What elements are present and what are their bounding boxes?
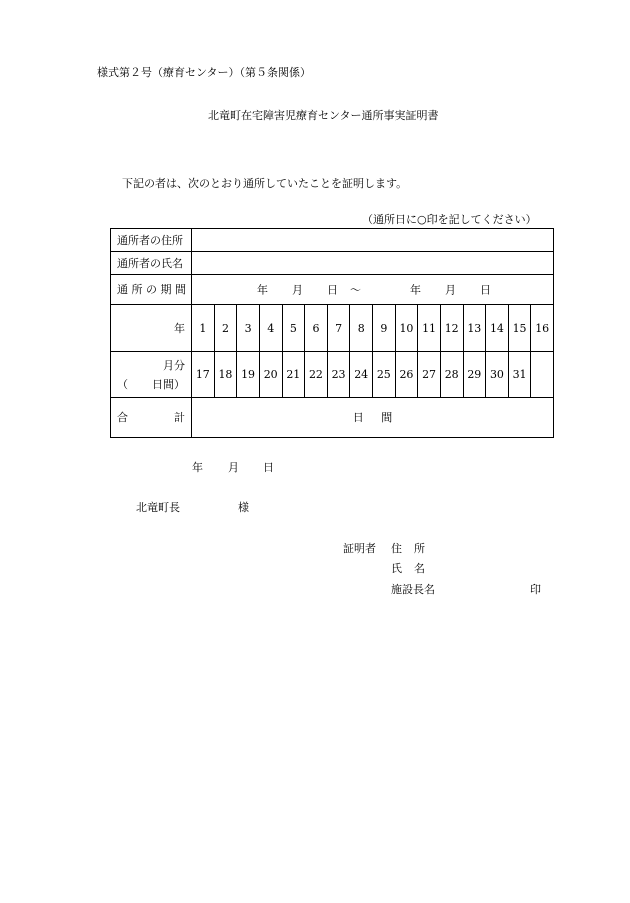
address-row xyxy=(111,229,554,252)
day-cell[interactable]: 5 xyxy=(282,305,305,352)
name-label: 通所者の氏名 xyxy=(111,252,192,275)
day-cell[interactable]: 28 xyxy=(440,352,463,398)
day-cell[interactable]: 25 xyxy=(373,352,396,398)
day-cell[interactable]: 12 xyxy=(440,305,463,352)
day-cell[interactable]: 21 xyxy=(282,352,305,398)
day-cell[interactable]: 18 xyxy=(214,352,237,398)
day-cell[interactable]: 30 xyxy=(486,352,509,398)
addressee-name: 北竜町長 xyxy=(136,501,180,514)
certifier-name-b: 名 xyxy=(414,562,425,575)
day-cell[interactable]: 8 xyxy=(350,305,373,352)
certifier-name-a: 氏 xyxy=(391,562,402,575)
day-cell[interactable]: 20 xyxy=(259,352,282,398)
day-cell-empty xyxy=(531,352,554,398)
addressee-honorific: 様 xyxy=(238,501,249,514)
address-field[interactable] xyxy=(192,229,554,252)
name-row xyxy=(111,252,554,275)
form-id: 様式第２号（療育センター）（第５条関係） xyxy=(97,66,312,79)
certifier-address-a: 住 xyxy=(391,542,402,555)
day-cell[interactable]: 9 xyxy=(373,305,396,352)
issue-date-day: 日 xyxy=(263,461,274,474)
day-cell[interactable]: 10 xyxy=(395,305,418,352)
instruction-note: （通所日に○印を記してください） xyxy=(362,213,537,226)
day-cell[interactable]: 17 xyxy=(192,352,215,398)
day-cell[interactable]: 31 xyxy=(508,352,531,398)
period-day-end: 日 xyxy=(480,283,491,296)
period-field[interactable] xyxy=(192,275,554,305)
issue-date-month: 月 xyxy=(228,461,239,474)
days-row-1 xyxy=(111,305,554,352)
day-cell[interactable]: 24 xyxy=(350,352,373,398)
period-label: 通 所 の 期 間 xyxy=(111,275,192,305)
day-cell[interactable]: 15 xyxy=(508,305,531,352)
day-cell[interactable]: 29 xyxy=(463,352,486,398)
address-label: 通所者の住所 xyxy=(111,229,192,252)
year-label: 年 xyxy=(111,305,192,352)
day-cell[interactable]: 3 xyxy=(237,305,260,352)
day-cell[interactable]: 27 xyxy=(418,352,441,398)
day-cell[interactable]: 4 xyxy=(259,305,282,352)
period-tilde: ～ xyxy=(350,283,361,296)
total-unit-b: 間 xyxy=(381,411,393,424)
day-cell[interactable]: 11 xyxy=(418,305,441,352)
day-cell[interactable]: 26 xyxy=(395,352,418,398)
total-days-field[interactable] xyxy=(192,398,554,438)
certifier-label: 証明者 xyxy=(343,542,376,555)
total-label xyxy=(111,398,192,438)
day-cell[interactable]: 23 xyxy=(327,352,350,398)
day-cell[interactable]: 13 xyxy=(463,305,486,352)
period-year-end: 年 xyxy=(410,283,421,296)
days-label-open: （ xyxy=(117,377,128,391)
period-row xyxy=(111,275,554,305)
period-month-end: 月 xyxy=(445,283,456,296)
total-label-b: 計 xyxy=(174,411,185,424)
month-days-label xyxy=(111,352,192,398)
period-day-start: 日 xyxy=(327,283,338,296)
document-title: 北竜町在宅障害児療育センター通所事実証明書 xyxy=(208,109,439,122)
month-label: 月分 xyxy=(163,358,185,372)
certifier-address-b: 所 xyxy=(414,542,425,555)
days-row-2 xyxy=(111,352,554,398)
intro-text: 下記の者は、次のとおり通所していたことを証明します。 xyxy=(122,177,408,190)
issue-date-year: 年 xyxy=(192,461,203,474)
day-cell[interactable]: 16 xyxy=(531,305,554,352)
days-label: 日間） xyxy=(152,377,185,391)
period-year-start: 年 xyxy=(257,283,268,296)
director-name-label: 施設長名 xyxy=(391,583,435,596)
day-cell[interactable]: 1 xyxy=(192,305,215,352)
total-row xyxy=(111,398,554,438)
seal-mark: 印 xyxy=(530,583,541,596)
attendance-table xyxy=(110,228,554,438)
period-month-start: 月 xyxy=(292,283,303,296)
total-unit-a: 日 xyxy=(352,411,364,424)
day-cell[interactable]: 14 xyxy=(486,305,509,352)
day-cell[interactable]: 6 xyxy=(305,305,328,352)
day-cell[interactable]: 7 xyxy=(327,305,350,352)
name-field[interactable] xyxy=(192,252,554,275)
day-cell[interactable]: 2 xyxy=(214,305,237,352)
day-cell[interactable]: 19 xyxy=(237,352,260,398)
total-label-a: 合 xyxy=(117,411,128,424)
day-cell[interactable]: 22 xyxy=(305,352,328,398)
